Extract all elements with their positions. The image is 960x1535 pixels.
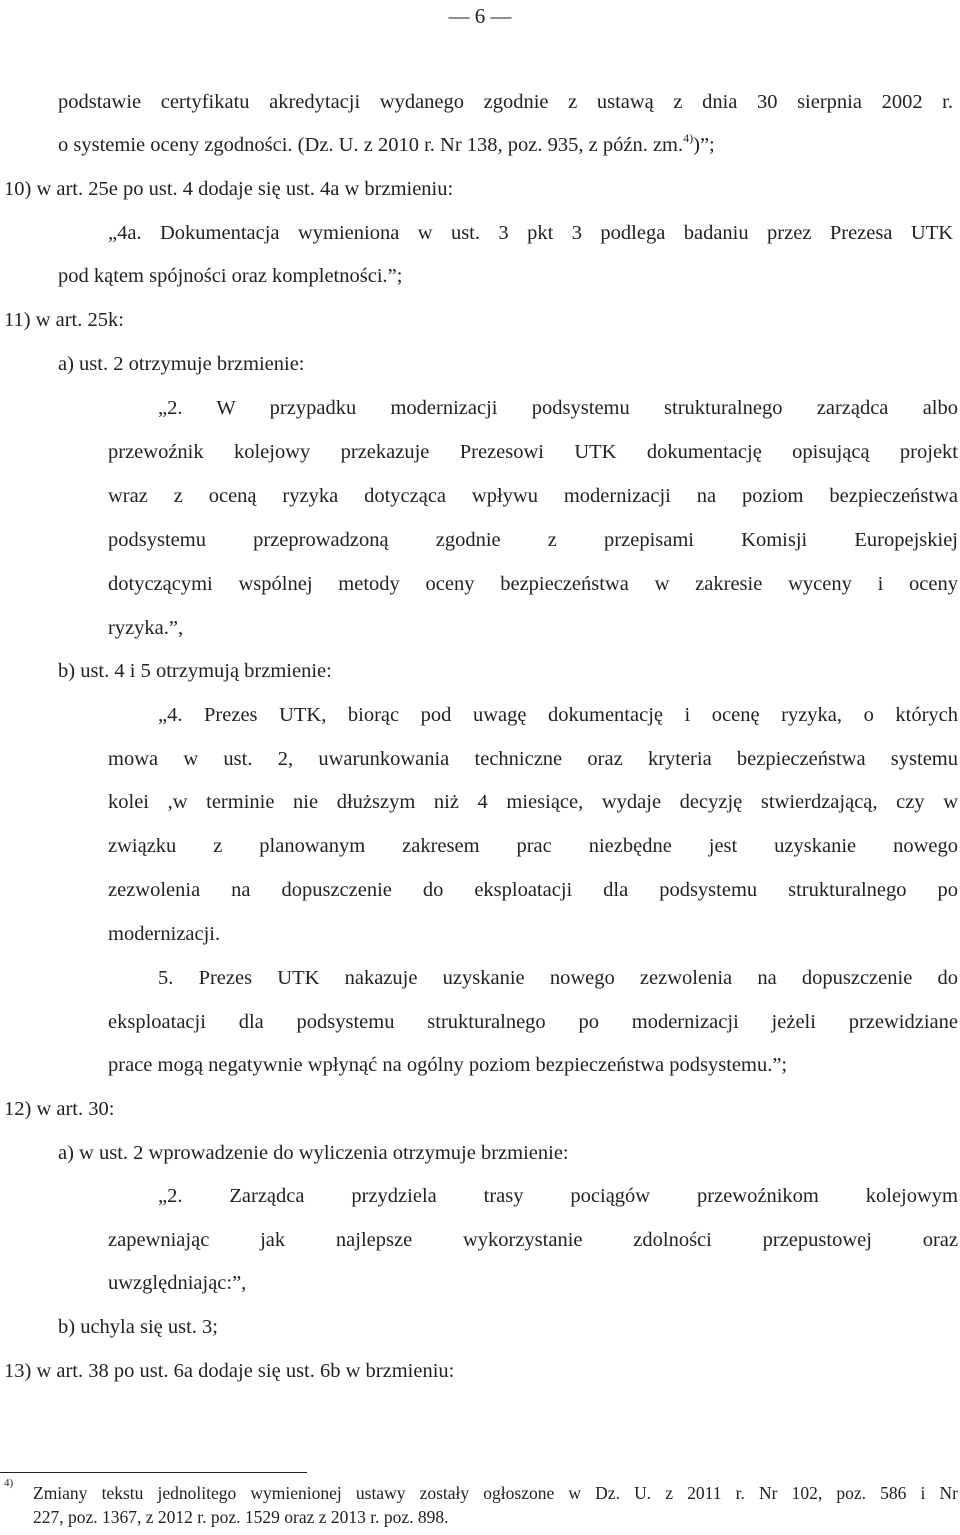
footnote-text: Zmiany tekstu jednolitego wymienionej ustawy zostały ogłoszone w Dz. U. z 2011 r. Nr 102, poz. 586 i Nr [33, 1483, 958, 1503]
list-item-11: 11) w art. 25k: [4, 309, 124, 331]
body-line [58, 131, 715, 159]
quoted-line: 5. Prezes UTK nakazuje uzyskanie nowego zezwolenia na dopuszczenie do [158, 967, 958, 989]
sub-item-b: b) ust. 4 i 5 otrzymują brzmienie: [58, 660, 332, 682]
footnote-mark: 4) [4, 1477, 14, 1489]
body-line-text: )”; [693, 134, 715, 156]
quoted-line: wraz z oceną ryzyka dotycząca wpływu modernizacji na poziom bezpieczeństwa [108, 485, 958, 507]
quoted-line: kolei ,w terminie nie dłuższym niż 4 miesiące, wydaje decyzję stwierdzającą, czy w [108, 791, 958, 813]
footnote-ref: 4) [683, 131, 694, 145]
quoted-line: „4. Prezes UTK, biorąc pod uwagę dokumentację i ocenę ryzyka, o których [158, 704, 958, 726]
footnote-text: 227, poz. 1367, z 2012 r. poz. 1529 oraz z 2013 r. poz. 898. [33, 1507, 449, 1527]
quoted-line: eksploatacji dla podsystemu strukturalnego po modernizacji jeżeli przewidziane [108, 1011, 958, 1033]
quoted-line: uwzględniając:”, [108, 1272, 247, 1294]
quoted-line: „4a. Dokumentacja wymieniona w ust. 3 pkt 3 podlega badaniu przez Prezesa UTK [108, 222, 953, 244]
sub-item-a: a) ust. 2 otrzymuje brzmienie: [58, 353, 305, 375]
sub-item-a: a) w ust. 2 wprowadzenie do wyliczenia otrzymuje brzmienie: [58, 1142, 569, 1164]
sub-item-b: b) uchyla się ust. 3; [58, 1316, 218, 1338]
quoted-line: modernizacji. [108, 923, 221, 945]
quoted-line: „2. W przypadku modernizacji podsystemu strukturalnego zarządca albo [158, 397, 958, 419]
footnote-separator [0, 1472, 307, 1473]
quoted-line: mowa w ust. 2, uwarunkowania techniczne oraz kryteria bezpieczeństwa systemu [108, 748, 958, 770]
quoted-line: prace mogą negatywnie wpłynąć na ogólny poziom bezpieczeństwa podsystemu.”; [108, 1054, 788, 1076]
body-line-text: o systemie oceny zgodności. (Dz. U. z 2010 r. Nr 138, poz. 935, z późn. zm. [58, 134, 684, 156]
quoted-line: pod kątem spójności oraz kompletności.”; [58, 265, 403, 287]
quoted-line: „2. Zarządca przydziela trasy pociągów przewoźnikom kolejowym [158, 1185, 958, 1207]
quoted-line: dotyczącymi wspólnej metody oceny bezpieczeństwa w zakresie wyceny i oceny [108, 573, 958, 595]
quoted-line: zapewniając jak najlepsze wykorzystanie zdolności przepustowej oraz [108, 1229, 958, 1251]
quoted-line: przewoźnik kolejowy przekazuje Prezesowi UTK dokumentację opisującą projekt [108, 441, 958, 463]
list-item-12: 12) w art. 30: [4, 1098, 115, 1120]
quoted-line: związku z planowanym zakresem prac niezbędne jest uzyskanie nowego [108, 835, 958, 857]
list-item-10: 10) w art. 25e po ust. 4 dodaje się ust. 4a w brzmieniu: [4, 178, 454, 200]
quoted-line: zezwolenia na dopuszczenie do eksploatacji dla podsystemu strukturalnego po [108, 879, 958, 901]
quoted-line: ryzyka.”, [108, 617, 184, 639]
list-item-13: 13) w art. 38 po ust. 6a dodaje się ust. 6b w brzmieniu: [4, 1360, 455, 1382]
page-number: — 6 — [448, 4, 512, 28]
quoted-line: podsystemu przeprowadzoną zgodnie z przepisami Komisji Europejskiej [108, 529, 958, 551]
body-line: podstawie certyfikatu akredytacji wydanego zgodnie z ustawą z dnia 30 sierpnia 2002 r. [58, 91, 953, 113]
